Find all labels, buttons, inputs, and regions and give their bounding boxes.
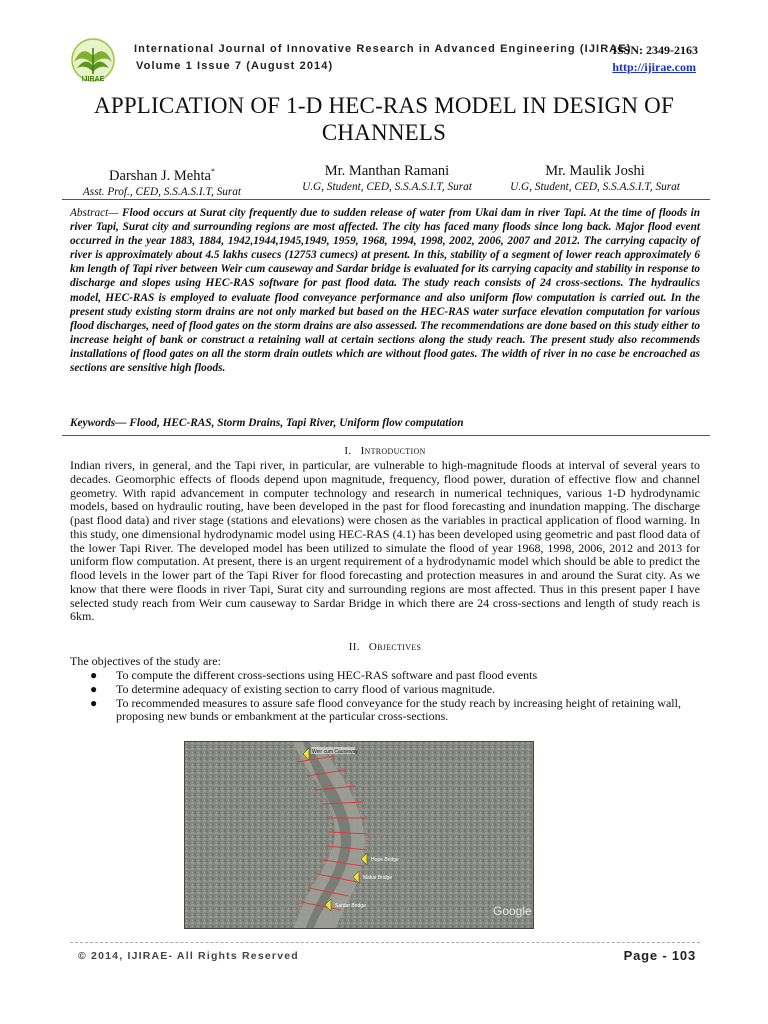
divider bbox=[62, 199, 710, 200]
map-watermark: Google bbox=[493, 904, 532, 918]
bullet-icon: ● bbox=[90, 695, 98, 710]
section-title: Objectives bbox=[368, 641, 422, 653]
section-number: I. bbox=[344, 445, 352, 457]
page-number: Page - 103 bbox=[623, 948, 696, 963]
author-name: Darshan J. Mehta bbox=[109, 167, 211, 184]
abstract bbox=[70, 206, 700, 375]
map-pin-label: Hope Bridge bbox=[371, 857, 399, 863]
keywords bbox=[70, 416, 700, 430]
map-pin-label: Makai Bridge bbox=[363, 875, 393, 881]
keywords-text: Flood, HEC-RAS, Storm Drains, Tapi River, Uniform flow computation bbox=[129, 417, 464, 429]
study-reach-map bbox=[184, 741, 534, 929]
author-3 bbox=[488, 163, 702, 194]
list-item bbox=[70, 669, 700, 683]
author-2 bbox=[280, 163, 494, 194]
author-1 bbox=[62, 163, 262, 199]
introduction-text: Indian rivers, in general, and the Tapi river, in particular, are vulnerable to high-magnitude floods at interval of several years to decades. Geomorphic effects of floods depend upon magnitude, frequency, flood power, duration of effective flow and channel geometry. With rapid advancement in computer technology and research in numerical techniques, various 1-D hydrodynamic models, based on hydraulic routing, have been developed in the past for flood forecasting and inundation mapping. The discharge (past flood data) and river stage (stations and elevations) were chosen as the variables in practical application of flood warning. In this study, one dimensional hydrodynamic model using HEC-RAS (4.1) has been developed using geometric and past flood data of the lower Tapi River. The developed model has been utilized to simulate the flood of year 1968, 1998, 2006, 2012 and 2013 for uniform flow computation. At present, there is an urgent requirement of a hydrodynamic model which should be able to predict the flood levels in the lower part of the Tapi River for flood forecasting and protection measures in and around the Surat city. As we know that there were floods in river Tapi, Surat city and surrounding regions are most affected. Thus in this present paper I have selected study reach from Weir cum causeway to Sardar Bridge in which there are 24 cross-sections and length of study reach is 6km. bbox=[70, 458, 700, 624]
journal-issn: ISSN: 2349-2163 bbox=[612, 43, 698, 57]
section-heading-introduction bbox=[70, 444, 700, 458]
map-pin-label: Weir cum Causeway bbox=[312, 749, 358, 755]
list-item bbox=[70, 697, 700, 725]
list-item-text: To recommended measures to assure safe flood conveyance for the study reach by increasing height of retaining wall, proposing new bunds or embankment at the particular cross-sections. bbox=[116, 695, 681, 724]
objectives-list bbox=[70, 669, 700, 724]
section-number: II. bbox=[348, 641, 360, 653]
bullet-icon: ● bbox=[90, 668, 98, 682]
satellite-image bbox=[185, 742, 534, 929]
bullet-icon: ● bbox=[90, 681, 98, 696]
journal-name: International Journal of Innovative Research in Advanced Engineering (IJIRAE) bbox=[134, 43, 632, 55]
author-affiliation: Asst. Prof., CED, S.S.A.S.I.T, Surat bbox=[82, 185, 242, 198]
journal-volume: Volume 1 Issue 7 (August 2014) bbox=[136, 60, 334, 72]
abstract-label: Abstract— bbox=[70, 207, 119, 219]
list-item-text: To determine adequacy of existing section to carry flood of various magnitude. bbox=[116, 681, 496, 696]
author-affiliation: U.G, Student, CED, S.S.A.S.I.T, Surat bbox=[510, 181, 680, 193]
journal-header bbox=[66, 36, 706, 86]
list-item-text: To compute the different cross-sections using HEC-RAS software and past flood events bbox=[116, 668, 538, 682]
journal-logo-icon bbox=[66, 38, 120, 84]
author-affiliation: U.G, Student, CED, S.S.A.S.I.T, Surat bbox=[302, 181, 472, 193]
keywords-label: Keywords— bbox=[70, 417, 127, 429]
section-title: Introduction bbox=[360, 445, 426, 457]
objectives-intro: The objectives of the study are: bbox=[70, 654, 221, 668]
logo-text: IJIRAE bbox=[81, 76, 105, 83]
map-pin-label: Sardar Bridge bbox=[335, 903, 366, 909]
footer-divider bbox=[70, 942, 700, 943]
section-heading-objectives bbox=[70, 640, 700, 654]
journal-url-link[interactable]: http://ijirae.com bbox=[612, 60, 696, 74]
author-name: Mr. Maulik Joshi bbox=[545, 163, 645, 179]
divider bbox=[62, 435, 710, 436]
paper-title: APPLICATION OF 1-D HEC-RAS MODEL IN DESIGN OF CHANNELS bbox=[94, 93, 674, 145]
list-item bbox=[70, 683, 700, 697]
footer-copyright: © 2014, IJIRAE- All Rights Reserved bbox=[78, 950, 299, 962]
author-name: Mr. Manthan Ramani bbox=[324, 163, 450, 179]
author-mark: * bbox=[210, 167, 215, 176]
abstract-text: Flood occurs at Surat city frequently due to sudden release of water from Ukai dam in river Tapi. At the time of floods in river Tapi, Surat city and surrounding regions are most affected. The city has faced many floods since long back. Major flood event occurred in the year 1883, 1884, 1942,1944,1945,1949, 1959, 1968, 1994, 1998, 2002, 2006, 2007 and 2012. The carrying capacity of river is approximately about 4.5 lakhs cusecs (12753 cumecs) at present. In this, stability of a segment of lower reach approximately 6 km length of Tapi river between Weir cum causeway and Sardar bridge is evaluated for its carrying capacity and stability in response to discharge and slopes using HEC-RAS software for past flood data. The study reach consists of 24 cross-sections. The hydraulics model, HEC-RAS is employed to evaluate flood conveyance performance and also uniform flow computation is carried out. In the present study existing storm drains are not only marked but based on the HEC-RAS water surface elevation computation for various flood discharges, need of flood gates on the storm drains are also assessed. The recommendations are done based on this study either to increase height of bank or construct a retaining wall at certain sections along the study reach. The present study also recommends installations of flood gates on all the storm drain outlets which are without flood gates. The width of river in no case be encroached as sections are sensitive high floods. bbox=[70, 207, 701, 375]
